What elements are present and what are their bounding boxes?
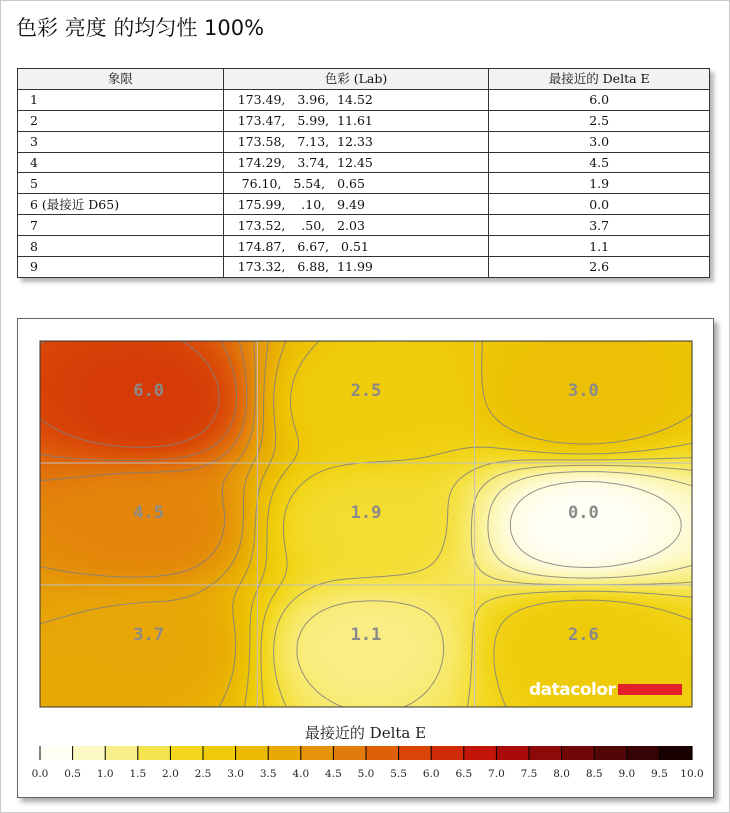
table-row (18, 215, 710, 236)
colorbar-title: 最接近的 Delta E (304, 724, 427, 742)
lab-cell: 173.52, .50, 2.03 (223, 215, 489, 236)
table-header-row (18, 69, 710, 90)
delta-e-cell: 3.7 (489, 215, 710, 236)
colorbar-segment (496, 746, 529, 760)
colorbar-tick-label: 6.0 (422, 768, 440, 780)
table-row (18, 194, 710, 215)
quadrant-value-label: 2.5 (350, 381, 382, 401)
colorbar-segment (268, 746, 301, 760)
lab-table (17, 68, 710, 278)
table-row (18, 257, 710, 278)
quadrant-cell: 4 (18, 152, 224, 173)
colorbar-tick-label: 6.5 (455, 768, 473, 780)
lab-cell: 174.87, 6.67, 0.51 (223, 236, 489, 257)
colorbar-segment (105, 746, 138, 760)
delta-e-cell: 4.5 (489, 152, 710, 173)
colorbar-tick-label: 3.5 (259, 768, 277, 780)
quadrant-cell: 3 (18, 131, 224, 152)
lab-cell: 173.47, 5.99, 11.61 (223, 110, 489, 131)
colorbar-tick-label: 1.0 (96, 768, 114, 780)
lab-cell: 173.49, 3.96, 14.52 (223, 89, 489, 110)
colorbar-segment (529, 746, 562, 760)
colorbar-segment (170, 746, 203, 760)
quadrant-value-label: 1.1 (350, 625, 382, 645)
quadrant-cell: 2 (18, 110, 224, 131)
colorbar-tick-label: 10.0 (680, 768, 704, 780)
colorbar-segment (203, 746, 236, 760)
delta-e-cell: 1.9 (489, 173, 710, 194)
lab-cell: 173.32, 6.88, 11.99 (223, 257, 489, 278)
quadrant-value-label: 1.9 (350, 503, 382, 523)
colorbar-segment (236, 746, 269, 760)
table-row (18, 89, 710, 110)
colorbar-tick-label: 8.5 (585, 768, 603, 780)
quadrant-value-label: 4.5 (133, 503, 165, 523)
lab-cell: 174.29, 3.74, 12.45 (223, 152, 489, 173)
header-lab: 色彩 (Lab) (223, 69, 489, 90)
lab-cell: 173.58, 7.13, 12.33 (223, 131, 489, 152)
colorbar-tick-label: 7.0 (488, 768, 505, 780)
colorbar-tick-label: 3.0 (227, 768, 244, 780)
uniformity-chart-panel (17, 318, 714, 798)
delta-e-cell: 2.5 (489, 110, 710, 131)
delta-e-cell: 6.0 (489, 89, 710, 110)
colorbar-tick-label: 1.5 (129, 768, 147, 780)
colorbar-segment (73, 746, 106, 760)
delta-e-cell: 3.0 (489, 131, 710, 152)
colorbar-tick-label: 9.0 (618, 768, 636, 780)
colorbar-tick-label: 5.5 (390, 768, 407, 780)
quadrant-cell: 9 (18, 257, 224, 278)
colorbar-tick-label: 2.0 (162, 768, 179, 780)
colorbar-tick-label: 0.5 (64, 768, 81, 780)
table-row (18, 236, 710, 257)
colorbar-tick-label: 4.5 (325, 768, 342, 780)
colorbar-tick-label: 4.0 (292, 768, 310, 780)
colorbar-tick-label: 8.0 (553, 768, 570, 780)
table-row (18, 152, 710, 173)
quadrant-value-label: 2.6 (567, 625, 599, 645)
colorbar-segment (138, 746, 171, 760)
table-row (18, 131, 710, 152)
header-quadrant: 象限 (18, 69, 224, 90)
colorbar-segment (333, 746, 366, 760)
colorbar-segment (399, 746, 432, 760)
colorbar-tick-label: 2.5 (194, 768, 212, 780)
quadrant-cell: 1 (18, 89, 224, 110)
datacolor-logo-bar (618, 684, 682, 695)
colorbar-segment (562, 746, 595, 760)
quadrant-cell: 7 (18, 215, 224, 236)
colorbar-segment (366, 746, 399, 760)
colorbar-tick-label: 7.5 (520, 768, 538, 780)
delta-e-cell: 0.0 (489, 194, 710, 215)
colorbar-segment (464, 746, 497, 760)
colorbar-segment (627, 746, 660, 760)
table-row (18, 173, 710, 194)
quadrant-value-label: 0.0 (567, 503, 599, 523)
quadrant-value-label: 3.7 (133, 625, 165, 645)
lab-cell: 76.10, 5.54, 0.65 (223, 173, 489, 194)
page-title: 色彩 亮度 的均匀性 100% (16, 16, 265, 40)
table-row (18, 110, 710, 131)
quadrant-cell: 6 (最接近 D65) (18, 194, 224, 215)
quadrant-value-label: 3.0 (567, 381, 599, 401)
colorbar-segment (594, 746, 627, 760)
quadrant-cell: 5 (18, 173, 224, 194)
colorbar-segment (301, 746, 334, 760)
colorbar-segment (40, 746, 73, 760)
datacolor-logo-text: datacolor (529, 680, 616, 700)
quadrant-cell: 8 (18, 236, 224, 257)
delta-e-cell: 2.6 (489, 257, 710, 278)
colorbar-tick-label: 0.0 (31, 768, 49, 780)
colorbar-segment (659, 746, 692, 760)
colorbar-segment (431, 746, 464, 760)
lab-cell: 175.99, .10, 9.49 (223, 194, 489, 215)
colorbar-tick-label: 9.5 (651, 768, 668, 780)
delta-e-cell: 1.1 (489, 236, 710, 257)
quadrant-value-label: 6.0 (133, 381, 165, 401)
lab-table-grid (17, 68, 710, 278)
colorbar-tick-label: 5.0 (357, 768, 375, 780)
header-delta-e: 最接近的 Delta E (489, 69, 710, 90)
